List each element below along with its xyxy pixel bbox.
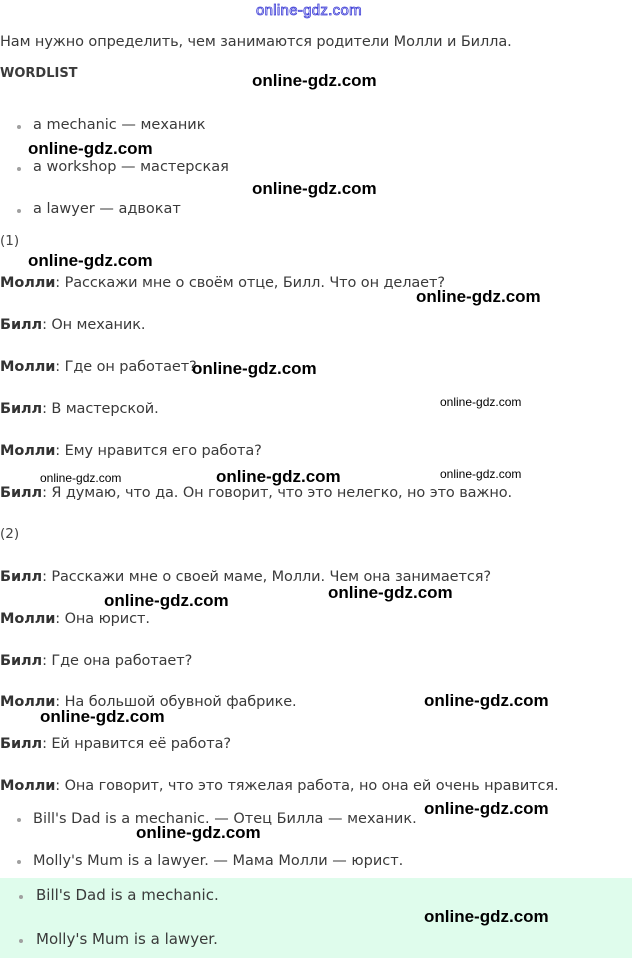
watermark: online-gdz.com bbox=[104, 591, 229, 610]
translation-item: Bill's Dad is a mechanic. — Отец Билла — механик. bbox=[33, 811, 417, 827]
watermark: online-gdz.com bbox=[424, 799, 549, 818]
dialogue-line bbox=[0, 400, 159, 418]
watermark: online-gdz.com bbox=[192, 359, 317, 378]
watermark: online-gdz.com bbox=[424, 691, 549, 710]
watermark: online-gdz.com bbox=[28, 251, 153, 270]
speaker-name: Молли bbox=[0, 694, 56, 710]
wordlist-heading: WORDLIST bbox=[0, 66, 78, 81]
line-text: : Ей нравится её работа? bbox=[42, 736, 232, 752]
watermark: online-gdz.com bbox=[136, 823, 261, 842]
dialogue-line bbox=[0, 274, 445, 292]
line-text: : Расскажи мне о своём отце, Билл. Что он делает? bbox=[55, 275, 445, 291]
speaker-name: Билл bbox=[0, 736, 43, 752]
line-text: : Она говорит, что это тяжелая работа, но она ей очень нравится. bbox=[55, 778, 559, 794]
line-text: : Я думаю, что да. Он говорит, что это нелегко, но это важно. bbox=[42, 485, 513, 501]
answer-item: Molly's Mum is a lawyer. bbox=[36, 930, 218, 948]
speaker-name: Молли bbox=[0, 359, 56, 375]
line-text: : Где она работает? bbox=[42, 653, 193, 669]
line-text: : Расскажи мне о своей маме, Молли. Чем она занимается? bbox=[42, 569, 491, 585]
bullet-icon bbox=[17, 209, 21, 213]
bullet-icon bbox=[17, 860, 21, 864]
watermark: online-gdz.com bbox=[440, 467, 522, 481]
watermark: online-gdz.com bbox=[28, 139, 153, 158]
intro-text: Нам нужно определить, чем занимаются родители Молли и Билла. bbox=[0, 34, 512, 50]
speaker-name: Молли bbox=[0, 443, 56, 459]
wordlist-item: a mechanic — механик bbox=[33, 117, 206, 133]
dialogue-line bbox=[0, 316, 145, 334]
speaker-name: Билл bbox=[0, 401, 43, 417]
watermark: online-gdz.com bbox=[424, 907, 549, 926]
dialogue-line bbox=[0, 652, 192, 670]
watermark-top: online-gdz.com bbox=[256, 2, 362, 19]
dialogue-line bbox=[0, 442, 262, 460]
bullet-icon bbox=[19, 939, 23, 943]
bullet-icon bbox=[17, 818, 21, 822]
bullet-icon bbox=[17, 167, 21, 171]
watermark: online-gdz.com bbox=[40, 471, 122, 485]
speaker-name: Билл bbox=[0, 485, 43, 501]
dialogue-line bbox=[0, 777, 559, 795]
watermark: online-gdz.com bbox=[416, 287, 541, 306]
line-text: : Ему нравится его работа? bbox=[55, 443, 262, 459]
speaker-name: Молли bbox=[0, 611, 56, 627]
speaker-name: Билл bbox=[0, 653, 43, 669]
watermark: online-gdz.com bbox=[252, 179, 377, 198]
dialogue-line bbox=[0, 358, 197, 376]
speaker-name: Билл bbox=[0, 317, 43, 333]
watermark: online-gdz.com bbox=[328, 583, 453, 602]
watermark: online-gdz.com bbox=[252, 71, 377, 90]
line-text: : Где он работает? bbox=[55, 359, 197, 375]
dialogue-line bbox=[0, 610, 150, 628]
dialogue-number: (1) bbox=[0, 233, 20, 249]
watermark: online-gdz.com bbox=[216, 467, 341, 486]
bullet-icon bbox=[17, 125, 21, 129]
wordlist-item: a lawyer — адвокат bbox=[33, 201, 181, 217]
answer-item: Bill's Dad is a mechanic. bbox=[36, 886, 219, 904]
dialogue-number: (2) bbox=[0, 526, 20, 542]
watermark: online-gdz.com bbox=[40, 707, 165, 726]
speaker-name: Молли bbox=[0, 275, 56, 291]
dialogue-line bbox=[0, 735, 231, 753]
speaker-name: Билл bbox=[0, 569, 43, 585]
watermark: online-gdz.com bbox=[440, 395, 522, 409]
translation-item: Molly's Mum is a lawyer. — Мама Молли — юрист. bbox=[33, 853, 404, 869]
line-text: : На большой обувной фабрике. bbox=[55, 694, 297, 710]
line-text: : Он механик. bbox=[42, 317, 146, 333]
bullet-icon bbox=[19, 895, 23, 899]
wordlist-item: a workshop — мастерская bbox=[33, 159, 229, 175]
line-text: : В мастерской. bbox=[42, 401, 159, 417]
line-text: : Она юрист. bbox=[55, 611, 150, 627]
speaker-name: Молли bbox=[0, 778, 56, 794]
